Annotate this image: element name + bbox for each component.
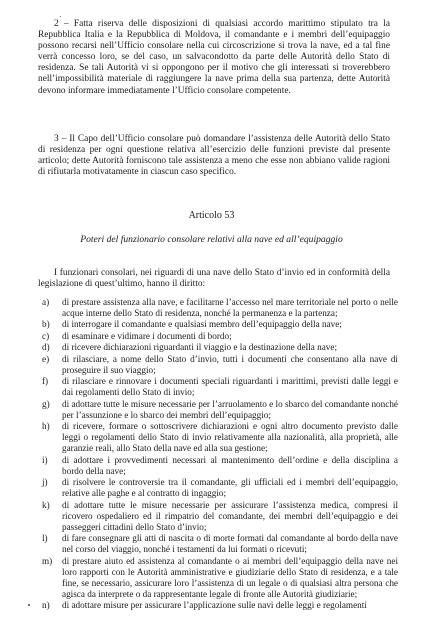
list-item [38,331,398,342]
item-text: di esaminare e vidimare i documenti di bordo; [62,330,232,341]
intro-paragraph: I funzionari consolari, nei riguardi di una nave dello Stato d’invio ed in conformità della legislazione di quest’ultimo, hanno il diritto: [38,268,390,290]
item-text: di prestare assistenza alla nave, e facilitarne l’accesso nel mare territoriale nel porto o nelle acque interne dello Stato di residenza, nonché la permanenza e la partenza; [62,297,398,319]
item-letter: l) [42,533,48,544]
item-text: di adottare i provvedimenti necessari al mantenimento dell’ordine e della disciplina a bordo della nave; [62,454,398,476]
item-letter: c) [42,330,50,341]
list-item [38,354,398,376]
article-heading: Articolo 53 [188,210,235,221]
item-letter: n) [42,600,50,611]
item-letter: e) [42,353,50,364]
item-letter: g) [42,398,50,409]
scan-speck [28,604,30,606]
item-text: di ricevere dichiarazioni riguardanti il viaggio e la destinazione della nave; [62,342,337,353]
item-text: di risolvere le controversie tra il comandante, gli ufficiali ed i membri dell’equipaggio, relative alle paghe e al contratto di ingaggio; [62,477,398,499]
list-item [38,600,398,611]
list-item [38,376,398,398]
item-letter: b) [42,319,50,330]
list-item [38,319,398,330]
list-item [38,556,398,600]
item-letter: d) [42,342,50,353]
item-letter: m) [42,555,53,566]
list-item [38,500,398,533]
paragraph-2: 2 – Fatta riserva delle disposizioni di qualsiasi accordo marittimo stipulato tra la Repubblica Italia e la Repubblica di Moldova, il comandante e i membri dell’equipaggio possono recarsi nell’Ufficio consolare nella cui circoscrizione si trova la nave, ed a tal fine verrà concesso loro, se del caso, un salvacondotto da parte delle Autorità dello Stato di residenza. Se tali Autorità vi si oppongono per il motivo che gli interessati si troverebbero nell’impossibilità materiale di raggiungere la nave prima della sua partenza, dette Autorità devono informare immediatamente l’Ufficio consolare competente. [38,19,390,96]
item-text: di rilasciare, a nome dello Stato d’invio, tutti i documenti che consentano alla nave di proseguire il suo viaggio; [62,353,398,375]
item-letter: f) [42,376,49,387]
item-text: di rilasciare e rinnovare i documenti speciali riguardanti i marittimi, previsti dalle leggi e dai regolamenti dello Stato di invio; [62,376,398,398]
paragraph-3: 3 – Il Capo dell’Ufficio consolare può domandare l’assistenza delle Autorità dello Stato di residenza per ogni questione relativa all’esercizio delle funzioni previste dal presente articolo; dette Autorità forniscono tale assistenza a meno che esse non abbiano valide ragioni di rifiutarla motivatamente in ciascun caso specifico. [38,134,390,178]
item-letter: i) [42,454,48,465]
item-text: di prestare aiuto ed assistenza al comandante o ai membri dell’equipaggio della nave nei loro rapporti con le Autorità amministrative e giudiziarie dello Stato di residenza, e a tale fine, se necessario, assicurare loro l’assistenza di un legale o di qualsiasi altra persona che agisca da interprete o da rappresentante legale di fronte alle Autorità giudiziarie; [62,555,398,599]
list-item [38,297,398,319]
item-letter: j) [42,477,48,488]
item-letter: a) [42,297,50,307]
item-letter: k) [42,499,50,510]
powers-list [38,297,398,612]
article-subtitle: Poteri del funzionario consolare relativi alla nave ed all’equipaggio [80,234,343,245]
item-letter: h) [42,421,50,432]
item-text: di interrogare il comandante e qualsiasi membro dell’equipaggio della nave; [62,319,342,330]
item-text: di adottare tutte le misure necessarie per assicurare l’assistenza medica, compresi il ricovero ospedaliero ed il rimpatrio del comandante, dei membri dell’equipaggio e dei passeggeri cittadini dello Stato d’invio; [62,499,398,532]
list-item [38,455,398,477]
item-text: di fare consegnare gli atti di nascita o di morte formati dal comandante al bordo della nave nel corso del viaggio, nonché i testamenti da lui formati o ricevuti; [62,533,398,555]
scan-speck [60,16,61,17]
item-text: di adottare tutte le misure necessarie per l’arruolamento e lo sbarco del comandante nonché per l’assunzione e lo sbarco dei membri dell’equipaggio; [62,398,398,420]
list-item [38,421,398,454]
list-item [38,399,398,421]
list-item [38,342,398,353]
item-text: di adottare misure per assicurare l’applicazione sulle navi delle leggi e regolamenti [62,600,367,611]
item-text: di ricevere, formare o sottoscrivere dichiarazioni e ogni altro documento previsto dalle leggi o regolamenti dello Stato di invio relativamente alla nazionalità, alla proprietà, alle garanzie reali, allo Stato della nave ed alla sua gestione; [62,421,398,454]
list-item [38,477,398,499]
list-item [38,533,398,555]
